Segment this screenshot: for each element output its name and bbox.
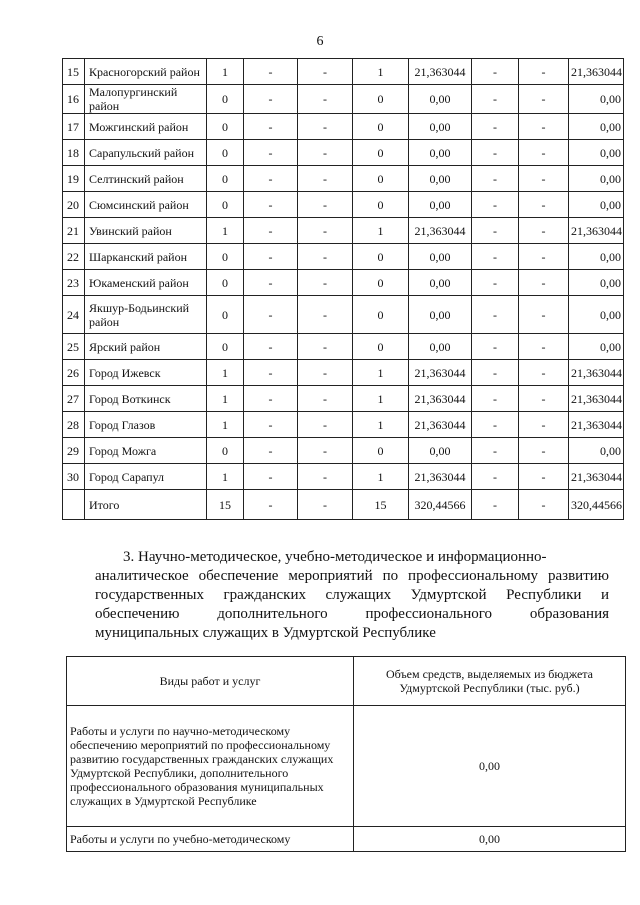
- value-cell: -: [519, 412, 569, 438]
- value-cell: 0,00: [569, 114, 624, 140]
- table-row: [63, 334, 624, 360]
- table-row: [63, 360, 624, 386]
- value-cell: 1: [207, 464, 244, 490]
- value-cell: 0,00: [409, 244, 472, 270]
- value-cell: 0: [207, 140, 244, 166]
- value-cell: -: [519, 140, 569, 166]
- value-cell: 0: [207, 166, 244, 192]
- value-cell: -: [472, 218, 519, 244]
- value-cell: -: [298, 85, 353, 114]
- value-cell: 1: [353, 360, 409, 386]
- value-cell: -: [472, 192, 519, 218]
- row-number: 15: [63, 59, 85, 85]
- value-cell: -: [519, 192, 569, 218]
- value-cell: -: [298, 296, 353, 334]
- value-cell: 0: [207, 270, 244, 296]
- value-cell: 1: [353, 218, 409, 244]
- value-cell: -: [298, 244, 353, 270]
- value-cell: -: [519, 85, 569, 114]
- row-number: 28: [63, 412, 85, 438]
- value-cell: -: [298, 334, 353, 360]
- value-cell: 0,00: [409, 114, 472, 140]
- value-cell: -: [519, 360, 569, 386]
- value-cell: -: [298, 438, 353, 464]
- value-cell: 0,00: [409, 270, 472, 296]
- value-cell: 21,363044: [409, 218, 472, 244]
- value-cell: -: [244, 166, 298, 192]
- value-cell: -: [244, 218, 298, 244]
- value-cell: 0,00: [569, 438, 624, 464]
- value-cell: -: [244, 490, 298, 520]
- value-cell: -: [244, 270, 298, 296]
- works-table: [66, 656, 626, 852]
- row-number: 27: [63, 386, 85, 412]
- value-cell: -: [298, 218, 353, 244]
- value-cell: -: [519, 464, 569, 490]
- table-row: [63, 166, 624, 192]
- value-cell: 0,00: [569, 334, 624, 360]
- value-cell: 0,00: [569, 166, 624, 192]
- value-cell: -: [519, 334, 569, 360]
- row-number: 16: [63, 85, 85, 114]
- value-cell: 0: [353, 244, 409, 270]
- row-number: 21: [63, 218, 85, 244]
- district-name: Город Воткинск: [85, 386, 207, 412]
- value-cell: -: [472, 59, 519, 85]
- district-name: Можгинский район: [85, 114, 207, 140]
- value-cell: 0: [207, 244, 244, 270]
- value-cell: -: [244, 244, 298, 270]
- district-name: Город Можга: [85, 438, 207, 464]
- value-cell: -: [244, 412, 298, 438]
- table-row: [63, 218, 624, 244]
- section-3-rest: аналитическое обеспечение мероприятий по профессиональному развитию государственных гражданских служащих Удмуртской Республики и обеспечению дополнительного профессионального образования муниципальных служащих в Удмуртской Республике: [95, 568, 609, 641]
- row-number: 25: [63, 334, 85, 360]
- value-cell: -: [519, 59, 569, 85]
- value-cell: -: [472, 270, 519, 296]
- header-amount: Объем средств, выделяемых из бюджета Удмуртской Республики (тыс. руб.): [354, 657, 626, 706]
- value-cell: -: [244, 438, 298, 464]
- value-cell: 1: [353, 412, 409, 438]
- value-cell: 0: [353, 296, 409, 334]
- table-row: [63, 464, 624, 490]
- value-cell: -: [298, 490, 353, 520]
- table-row: [63, 438, 624, 464]
- table-row: [63, 192, 624, 218]
- value-cell: 0: [207, 192, 244, 218]
- district-name: Сарапульский район: [85, 140, 207, 166]
- value-cell: 0,00: [409, 85, 472, 114]
- value-cell: -: [244, 386, 298, 412]
- table-row: [63, 85, 624, 114]
- district-name: Ярский район: [85, 334, 207, 360]
- value-cell: -: [472, 360, 519, 386]
- row-number: 17: [63, 114, 85, 140]
- value-cell: -: [298, 59, 353, 85]
- value-cell: 21,363044: [569, 360, 624, 386]
- value-cell: 1: [207, 360, 244, 386]
- value-cell: -: [472, 438, 519, 464]
- row-number: 26: [63, 360, 85, 386]
- value-cell: -: [472, 464, 519, 490]
- value-cell: 21,363044: [409, 464, 472, 490]
- value-cell: -: [298, 386, 353, 412]
- value-cell: 1: [207, 218, 244, 244]
- value-cell: 0: [353, 114, 409, 140]
- value-cell: -: [244, 464, 298, 490]
- value-cell: 0: [353, 334, 409, 360]
- value-cell: -: [472, 114, 519, 140]
- value-cell: 21,363044: [569, 412, 624, 438]
- value-cell: -: [472, 334, 519, 360]
- section-3-heading: [95, 548, 609, 643]
- value-cell: 0,00: [569, 244, 624, 270]
- value-cell: 320,44566: [409, 490, 472, 520]
- value-cell: -: [519, 296, 569, 334]
- value-cell: 320,44566: [569, 490, 624, 520]
- districts-table: [62, 58, 624, 520]
- value-cell: -: [244, 360, 298, 386]
- value-cell: 1: [207, 386, 244, 412]
- value-cell: -: [472, 296, 519, 334]
- value-cell: -: [472, 490, 519, 520]
- value-cell: 0,00: [409, 296, 472, 334]
- table-row: [63, 59, 624, 85]
- value-cell: -: [244, 85, 298, 114]
- value-cell: -: [244, 334, 298, 360]
- value-cell: 0: [353, 140, 409, 166]
- value-cell: -: [472, 244, 519, 270]
- district-name: Итого: [85, 490, 207, 520]
- value-cell: 0,00: [569, 270, 624, 296]
- row-number: 20: [63, 192, 85, 218]
- value-cell: 1: [207, 59, 244, 85]
- district-name: Юкаменский район: [85, 270, 207, 296]
- value-cell: 0,00: [409, 166, 472, 192]
- district-name: Город Сарапул: [85, 464, 207, 490]
- value-cell: -: [519, 114, 569, 140]
- table-row: [63, 386, 624, 412]
- value-cell: -: [472, 386, 519, 412]
- value-cell: 0,00: [569, 296, 624, 334]
- row-number: 23: [63, 270, 85, 296]
- value-cell: -: [298, 464, 353, 490]
- amount-cell: 0,00: [354, 827, 626, 852]
- value-cell: -: [244, 59, 298, 85]
- page-number: 6: [316, 34, 324, 49]
- value-cell: -: [519, 490, 569, 520]
- value-cell: 21,363044: [569, 59, 624, 85]
- header-works: Виды работ и услуг: [67, 657, 354, 706]
- value-cell: -: [472, 412, 519, 438]
- value-cell: -: [298, 360, 353, 386]
- value-cell: -: [472, 140, 519, 166]
- district-name: Якшур-Бодьинский район: [85, 296, 207, 334]
- value-cell: 1: [353, 386, 409, 412]
- value-cell: 0,00: [569, 85, 624, 114]
- district-name: Шарканский район: [85, 244, 207, 270]
- district-name: Селтинский район: [85, 166, 207, 192]
- value-cell: 0: [207, 334, 244, 360]
- value-cell: 0: [207, 438, 244, 464]
- value-cell: -: [244, 140, 298, 166]
- value-cell: -: [519, 438, 569, 464]
- table-row: [63, 114, 624, 140]
- value-cell: 0: [353, 192, 409, 218]
- value-cell: 0: [353, 166, 409, 192]
- value-cell: 0: [207, 85, 244, 114]
- row-number: 30: [63, 464, 85, 490]
- work-cell: Работы и услуги по учебно-методическому: [67, 827, 354, 852]
- value-cell: 0: [207, 296, 244, 334]
- district-name: Город Ижевск: [85, 360, 207, 386]
- value-cell: -: [519, 386, 569, 412]
- value-cell: -: [519, 244, 569, 270]
- value-cell: 21,363044: [569, 464, 624, 490]
- value-cell: 0,00: [569, 192, 624, 218]
- value-cell: -: [472, 85, 519, 114]
- value-cell: -: [298, 192, 353, 218]
- value-cell: 0,00: [409, 192, 472, 218]
- value-cell: -: [244, 114, 298, 140]
- section-3-line1: 3. Научно-методическое, учебно-методическое и информационно-: [123, 549, 547, 565]
- row-number: 24: [63, 296, 85, 334]
- table-row: [63, 140, 624, 166]
- value-cell: 0,00: [409, 334, 472, 360]
- value-cell: -: [519, 166, 569, 192]
- value-cell: 15: [353, 490, 409, 520]
- value-cell: 21,363044: [409, 360, 472, 386]
- value-cell: 0,00: [569, 140, 624, 166]
- table-row: [63, 244, 624, 270]
- value-cell: 21,363044: [409, 386, 472, 412]
- value-cell: -: [519, 270, 569, 296]
- work-cell: Работы и услуги по научно-методическому обеспечению мероприятий по профессиональному развитию государственных гражданских служащих Удмуртской Республики, дополнительного профессионального образования муниципальных служащих в Удмуртской Республике: [67, 706, 354, 827]
- value-cell: -: [519, 218, 569, 244]
- value-cell: 1: [353, 464, 409, 490]
- value-cell: -: [298, 114, 353, 140]
- district-name: Малопургинский район: [85, 85, 207, 114]
- value-cell: 21,363044: [569, 386, 624, 412]
- value-cell: 15: [207, 490, 244, 520]
- value-cell: 1: [207, 412, 244, 438]
- table-row: [63, 270, 624, 296]
- value-cell: -: [244, 296, 298, 334]
- value-cell: 0,00: [409, 140, 472, 166]
- table-row: [63, 296, 624, 334]
- value-cell: -: [244, 192, 298, 218]
- table-row: [63, 412, 624, 438]
- value-cell: 0: [353, 85, 409, 114]
- value-cell: -: [298, 270, 353, 296]
- district-name: Увинский район: [85, 218, 207, 244]
- amount-cell: 0,00: [354, 706, 626, 827]
- value-cell: 21,363044: [409, 59, 472, 85]
- row-number: 22: [63, 244, 85, 270]
- value-cell: 0,00: [409, 438, 472, 464]
- row-number: 19: [63, 166, 85, 192]
- value-cell: 1: [353, 59, 409, 85]
- value-cell: -: [298, 166, 353, 192]
- value-cell: -: [298, 412, 353, 438]
- value-cell: 0: [353, 438, 409, 464]
- value-cell: -: [472, 166, 519, 192]
- district-name: Сюмсинский район: [85, 192, 207, 218]
- value-cell: 21,363044: [409, 412, 472, 438]
- district-name: Красногорский район: [85, 59, 207, 85]
- total-row: [63, 490, 624, 520]
- value-cell: 0: [353, 270, 409, 296]
- value-cell: 0: [207, 114, 244, 140]
- value-cell: -: [298, 140, 353, 166]
- row-number: 29: [63, 438, 85, 464]
- value-cell: 21,363044: [569, 218, 624, 244]
- row-number: 18: [63, 140, 85, 166]
- district-name: Город Глазов: [85, 412, 207, 438]
- row-number: [63, 490, 85, 520]
